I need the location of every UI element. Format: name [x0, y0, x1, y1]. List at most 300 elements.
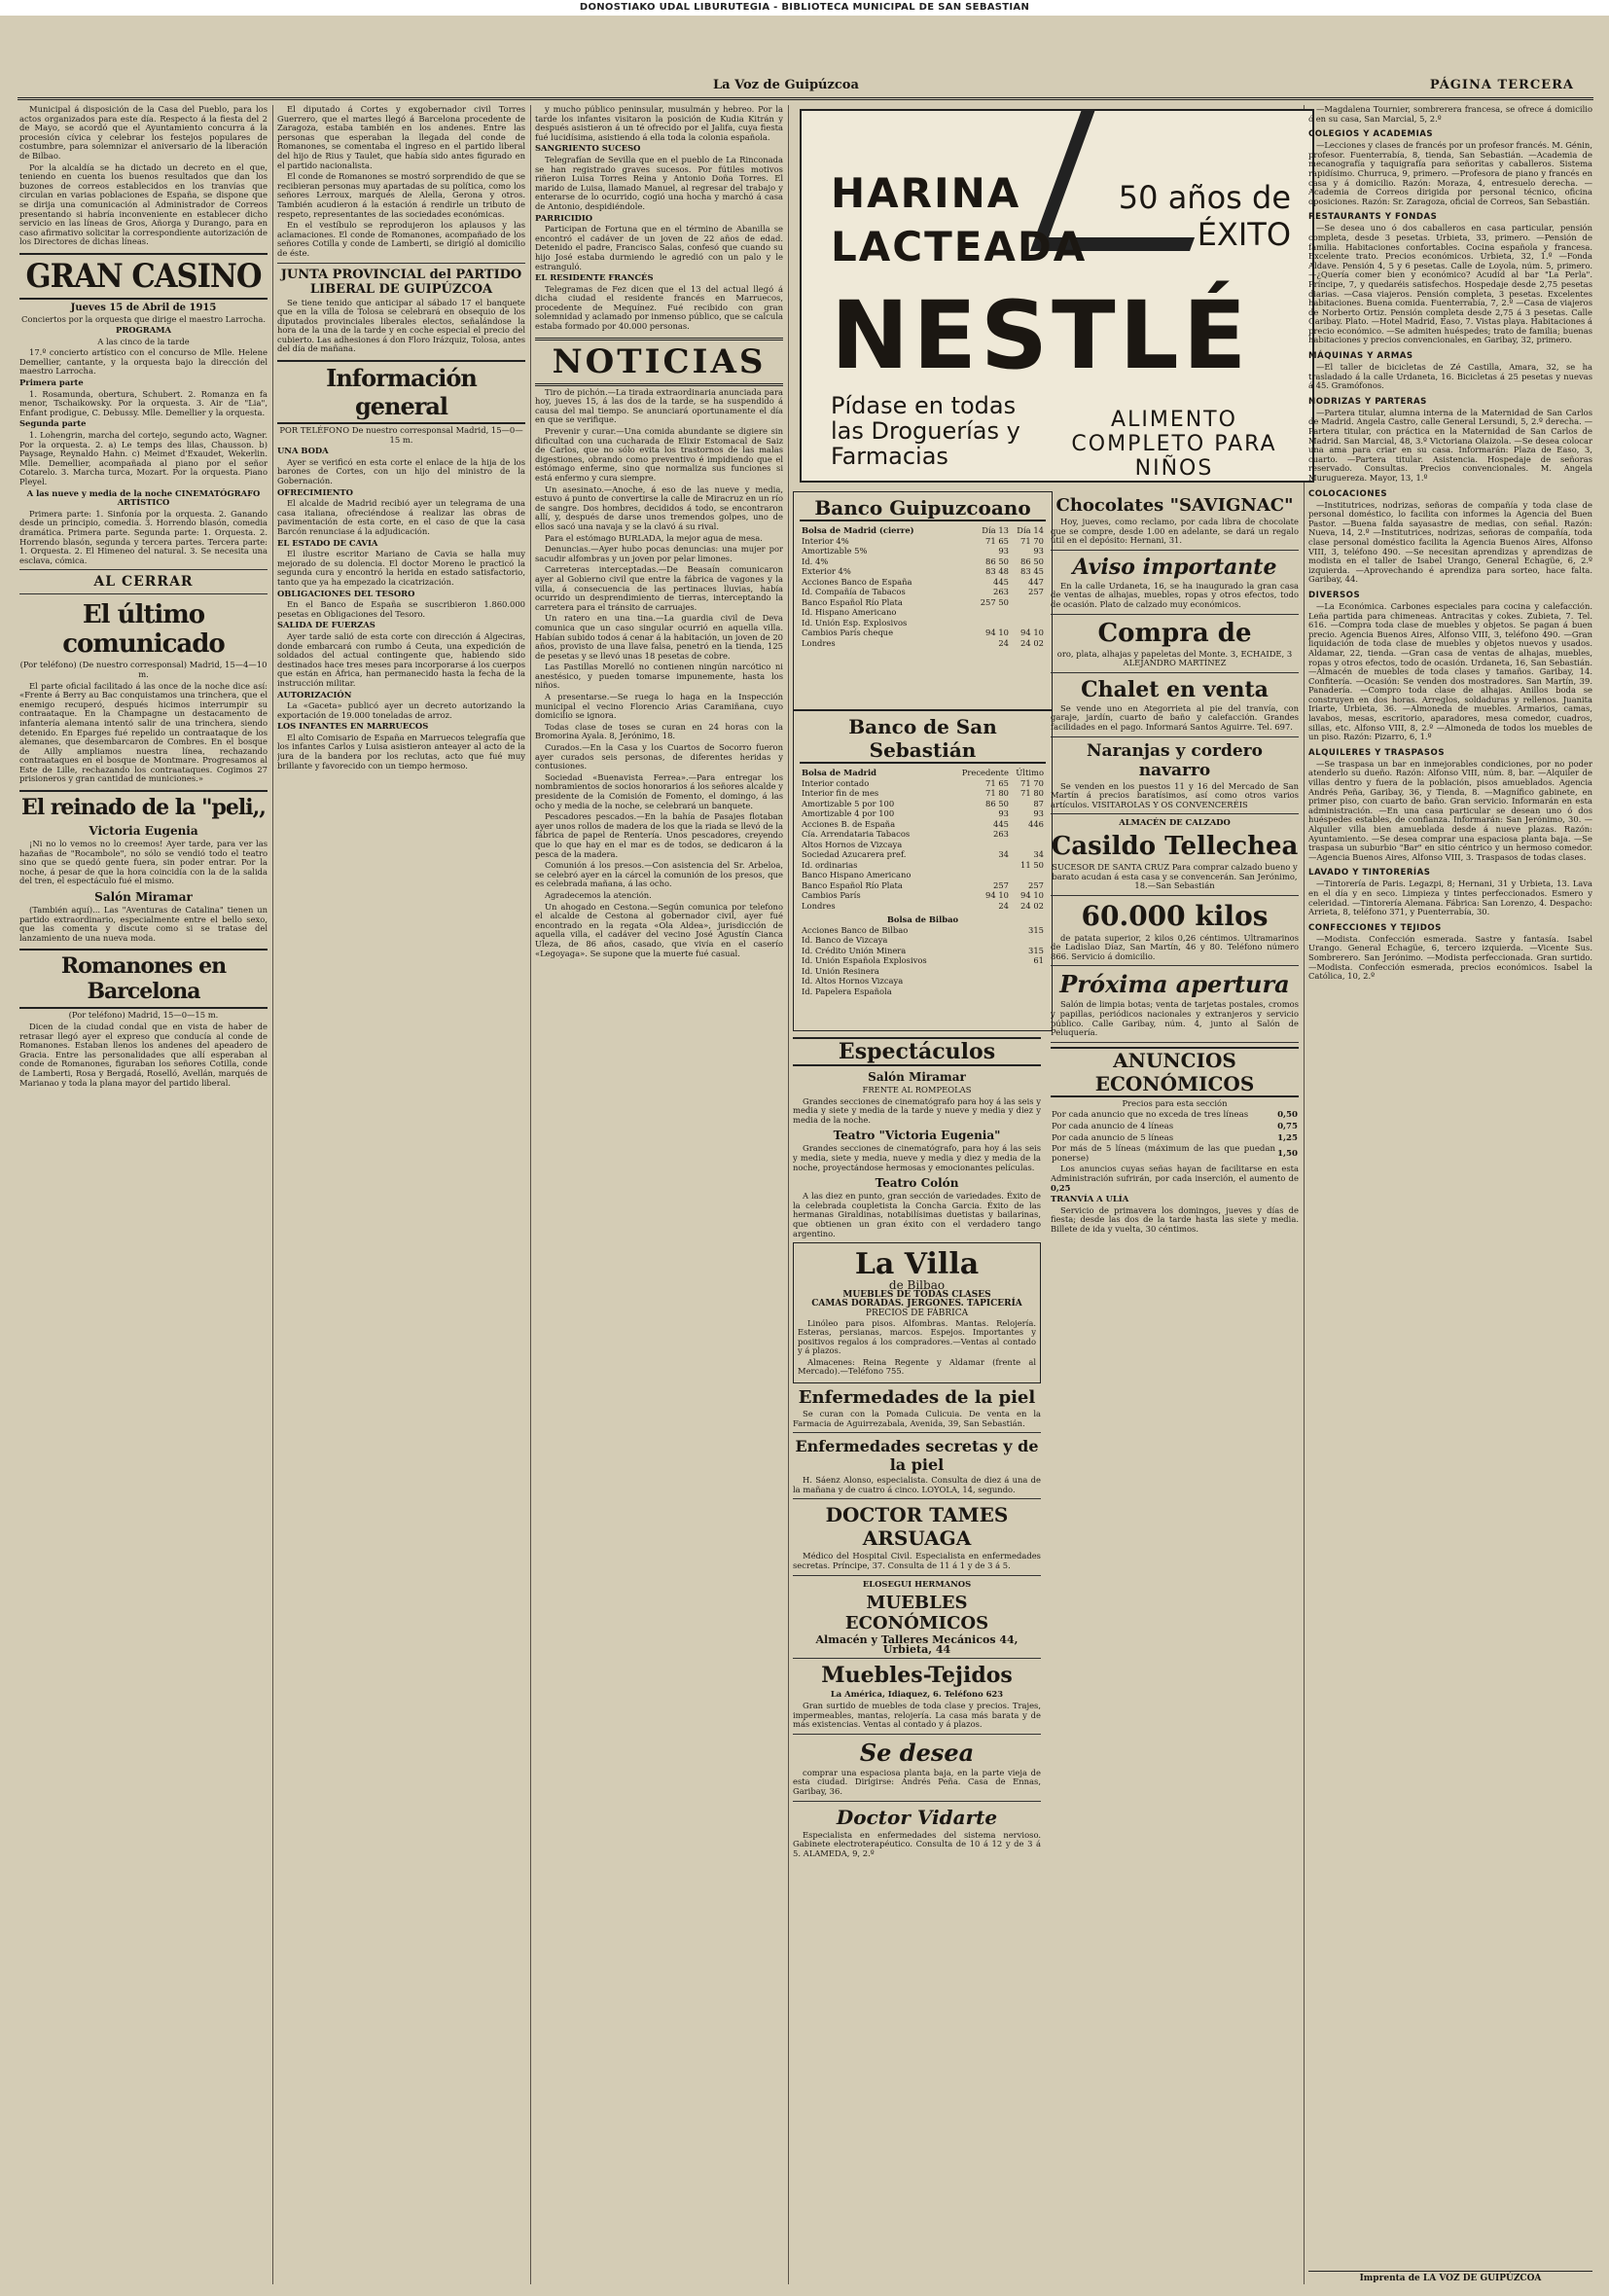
ad-tagline: Pídase en todas las Droguerías y Farmacias	[831, 392, 1020, 470]
row-value: 24	[998, 900, 1009, 911]
venue-title: Teatro "Victoria Eugenia"	[833, 1129, 1001, 1143]
price-value: 1,25	[1277, 1132, 1298, 1143]
row-value	[1011, 976, 1046, 987]
price-row	[1051, 1144, 1299, 1165]
stock-row	[800, 860, 1046, 871]
article-text: (También aquí)... Las "Aventuras de Catalina" tienen un partido extraordinario, especialmente entre el bello sexo, que las comenta y discute como si se tratase del lanzamiento de una nueva moda.	[19, 905, 268, 943]
row-label: Id. Unión Resinera	[802, 965, 879, 976]
news-item: Sociedad «Buenavista Ferrea».—Para entregar los nombramientos de socios honorarios á los señores alcalde y presidente de la Comisión de Fomento, el domingo, á las ocho y media de la noche, se celebrará un banquete.	[535, 771, 783, 810]
stock-row	[800, 890, 1046, 901]
printer-footer: Imprenta de LA VOZ DE GUIPÚZCOA	[1308, 2271, 1592, 2283]
row-label: Id. Papelera Española	[802, 986, 892, 996]
row-label: Id. Altos Hornos Vizcaya	[802, 976, 904, 986]
price-row	[1051, 1122, 1299, 1133]
classified-heading: CONFECCIONES Y TEJIDOS	[1308, 922, 1442, 933]
article-text: La «Gaceta» publicó ayer un decreto autorizando la exportación de 19.000 toneladas de arroz.	[277, 700, 525, 720]
ad-text: de patata superior, 2 kilos 0,26 céntimos. Ultramarinos de Ladislao Díaz, San Martín, 46 y 80. Teléfono número 866. Servicio á domicilio.	[1051, 932, 1299, 961]
classified-text: —Institutrices, nodrizas, señoras de compañía y toda clase de personal doméstico, lo facilita con informes la Agencia del Buen Pastor. —Buena falda sayasastre de medias, con señal. Razón: Nueva, 14, 2.º —Institutrices, nodrizas, señoras de compañía, toda clase personal doméstico facilita la Agencia Buenos Aires, Alfonso VIII, 3, teléfono 490. —Se necesitan aprendizas y aprendizas de modista en el taller de Isabel Urango, General Echagüe, 6, 2.º izquierda. —Aprovechando é aprendiza para sorteo, hace falta. Garibay, 44.	[1308, 499, 1592, 585]
article-text: Ayer se verificó en esta corte el enlace de la hija de los barones de Cortes, con un hijo del ministro de la Gobernación.	[277, 456, 525, 486]
stock-row	[800, 597, 1046, 608]
venue-subtitle: FRENTE AL ROMPEOLAS	[862, 1085, 972, 1094]
article-text: El conde de Romanones se mostró sorprendido de que se recibieran personas muy apartadas de su política, como los señores Lerroux, marqués de Alella, Gerona y otros. También acudieron á la estación á rendirle un tributo de respeto, representantes de las sociedades económicas.	[277, 171, 525, 219]
casino-headline: GRAN CASINO	[19, 253, 268, 300]
divider	[793, 1575, 1041, 1576]
column-2	[277, 105, 525, 2284]
ad-text: Hoy, jueves, como reclamo, por cada libra de chocolate que se compre, desde 1.00 en adelante, se dará un regalo útil en el depósito: Hernani, 31.	[1051, 517, 1299, 546]
ad-subtitle: de Bilbao	[888, 1278, 946, 1293]
row-value: 71 70	[1020, 777, 1044, 788]
ad-text: En la calle Urdaneta, 16, se ha inaugurado la gran casa de ventas de alhajas, muebles, ropas y otros efectos, todo de ocasión. Plato de calzado muy económicos.	[1051, 580, 1299, 609]
article-text: El parte oficial facilitado á las once de la noche dice así: «Frente á Berry au Bac conquistamos una trinchera, que el enemigo recuperó, después hicimos interrumpir su contraataque. En la Champagne un destacamento de infantería alemana intentó salir de una trinchera, siendo detenido. En Eparges fué repelido un contraataque de los alemanes, que desembarcaron de Combres. En el bosque de Ailly ampliamos nuestra línea, rechazando contraataques en el bosque de Montmare. Progresamos al Este de Lille, rechazando los contraataques. Cogimos 27 prisioneros y gran cantidad de municiones.»	[19, 680, 268, 784]
news-item: Todas clase de toses se curan en 24 horas con la Bromorina Ayala. 8, Jerónimo, 18.	[535, 721, 783, 741]
news-kicker: PARRICIDIO	[535, 212, 593, 223]
dateline: (Por teléfono) Madrid, 15—0—15 m.	[68, 1010, 219, 1021]
row-value	[960, 966, 1011, 977]
row-value	[1011, 840, 1046, 850]
ad-subtitle: La América, Idiaquez, 6. Teléfono 623	[830, 1689, 1004, 1700]
section-headline: ANUNCIOS ECONÓMICOS	[1051, 1047, 1299, 1097]
classified-text: —El taller de bicicletas de Zé Castilla, Amara, 32, se ha trasladado á la calle Urdaneta, 16. Bicicletas á 25 pesetas y nuevas á 45. Gramófonos.	[1308, 362, 1592, 391]
news-item: Un asesinato.—Anoche, á eso de las nueve y media, estuvo á punto de convertirse la calle de Miracruz en un río de sangre. Dos hombres, decididos á todo, se encontraron allí, y, después de darse unos tremendos golpes, uno de ellos sacó una navaja y se la clavó á su rival.	[535, 484, 783, 531]
table-header: Bolsa de Bilbao	[886, 915, 959, 924]
divider	[793, 1432, 1041, 1433]
news-kicker: OFRECIMIENTO	[277, 486, 353, 497]
classified-heading: COLEGIOS Y ACADEMIAS	[1308, 129, 1434, 140]
divider	[277, 263, 525, 264]
stock-row	[800, 955, 1046, 966]
stock-row	[800, 778, 1046, 789]
row-value	[1011, 935, 1046, 946]
classified-text: —Se traspasa un bar en inmejorables condiciones, por no poder atenderlo su dueño. Razón: Alfonso VIII, núm. 8, bar. —Alquiler de villas dentro y fuera de la población, pisos amueblados. Agencia Andrés Peña, Garibay, 36, y Tienda, 8. —Magnífico gabinete, en primer piso, con cuarto de baño. Gran servicio. Informarán en esta administración. —En una casa particular se desean uno ó dos huéspedes estables, de confianza. Informarán: San Jerónimo, 30. —Alquiler villa bien amueblada desde á nueve plazas. Razón: Ayuntamiento. —Se desea comprar una espaciosa planta baja. —Se traspasa un suburbio "Bar" en sitio céntrico y un hermoso comedor. —Agencia Buenos Aires, Alfonso VIII, 3. Traspasos de todas clases.	[1308, 758, 1592, 862]
price-note-text: Los anuncios cuyas señas hayan de facilitarse en esta Administración sufrirán, por cada inserción, el aumento de	[1051, 1164, 1299, 1183]
price-value: 1,50	[1277, 1149, 1298, 1160]
classified-text: —Partera titular, alumna interna de la Maternidad de San Carlos de Madrid. Angela Castro, calle General Lersundi, 5, 2.º derecha. —Partera titular, con práctica en la Maternidad de San Carlos de Madrid. San Marcial, 48, 3.º Victoriana Olaizola. —Se desea colocar una ama para criar en su casa. Informarán: Plaza de Easo, 3, cuarto. —Partera titular. Asistencia. Hospedaje de señoras reservado. Consultas. Precios convencionales. M. Angela Muruguereza. Mayor, 13, 1.º	[1308, 407, 1592, 483]
divider	[1051, 672, 1299, 673]
article-text: El ilustre escritor Mariano de Cavia se halla muy mejorado de su dolencia. El doctor Moreno le practicó la segunda cura y encontró la herida en estado satisfactorio, tanto que ya ha empezado la cicatrización.	[277, 549, 525, 587]
ad-title: Casildo Tellechea	[1051, 831, 1299, 861]
stock-row	[800, 819, 1046, 830]
bank-title: Banco de San Sebastián	[800, 715, 1046, 764]
row-value: 71 65	[985, 777, 1009, 788]
classified-text: —Se desea uno ó dos caballeros en casa particular, pensión completa, desde 3 pesetas. Urbieta, 33, primero. —Pensión de familia. Habitaciones confortables. Cocina española y francesa. Excelente trato. Precios económicos. Urbieta, 32, 1.º —Fonda Aldave. Pensión 4, 5 y 6 pesetas. Calle de Loyola, núm. 5, primero. —¿Quería comer bien y económico? Acudid al bar "La Perla". Príncipe, 7, y quedaréis satisfechos. Hospedaje desde 2,75 pesetas diarias. —Casa viajeros. Pensión completa, 3 pesetas. Excelentes habitaciones. Buena comida. Fuenterrabía, 7, 2.º —Casa de viajeros de Norberto Ortiz. Pensión completa desde 2,75 á 3 pesetas. Calle Garibay. Plato. —Hotel Madrid, Easo, 7. Vistas playa. Habitaciones á precio económico. —Se admiten huéspedes; trato de familia; buenas habitaciones y precios convencionales, en Garibay, 32, primero.	[1308, 223, 1592, 345]
row-value	[960, 925, 1011, 936]
subheadline: Victoria Eugenia	[89, 824, 198, 839]
row-value	[1011, 597, 1046, 608]
price-note-value: 0,25	[1051, 1182, 1071, 1193]
news-item: A presentarse.—Se ruega lo haga en la Inspección municipal el vecino Florencio Arias Caramiñana, cuyo domicilio se ignora.	[535, 692, 783, 721]
stock-row	[800, 638, 1046, 649]
ad-title: Chocolates "SAVIGNAC"	[1055, 495, 1294, 516]
row-value: 34	[1033, 849, 1044, 859]
news-item: Comunión á los presos.—Con asistencia del Sr. Arbeloa, se celebró ayer en la cárcel la comunión de los presos, que es celebrada mañana, á las ocho.	[535, 860, 783, 889]
table-header: Día 13	[982, 525, 1009, 535]
stock-table	[800, 525, 1046, 648]
row-value: 87	[1033, 798, 1044, 808]
ad-title: Enfermedades secretas y de la piel	[795, 1437, 1039, 1475]
ad-text: Salón de limpia botas; venta de tarjetas postales, cromos y papillas, periódicos nacionales y extranjeros y servicio público. Calle Garibay, núm. 4, junto al Salón de Peluquería.	[1051, 999, 1299, 1038]
news-item: Para el estómago BURLADA, la mejor agua de mesa.	[545, 532, 763, 543]
news-kicker: EL RESIDENTE FRANCÉS	[535, 272, 654, 283]
ad-title: La Villa	[854, 1247, 980, 1282]
row-label: Banco Español Río Plata	[802, 596, 903, 607]
ad-text: Linóleo para pisos. Alfombras. Mantas. Relojería. Esteras, persianas, marcos. Espejos. Importantes y positivos regalos á los compradores.—Ventas al contado y á plazos.	[798, 1317, 1036, 1356]
price-value: 0,50	[1277, 1110, 1298, 1121]
article-text: El diputado á Cortes y exgobernador civil Torres Guerrero, que el martes llegó á Barcelona procedente de Zaragoza, estaba también en los andenes. Entre las personas que esperaban la llegada del conde de Romanones, se comentaba el ingreso en el partido liberal del hijo de Rius y Taulet, que había sido antes figurado en el partido nacionalista.	[277, 105, 525, 170]
row-value: 257	[993, 879, 1009, 890]
classified-heading: COLOCACIONES	[1308, 488, 1388, 499]
row-value: 263	[993, 587, 1009, 596]
price-label: Por cada anuncio de 4 líneas	[1052, 1122, 1174, 1132]
stock-row	[800, 546, 1046, 556]
row-value: 86 50	[985, 798, 1009, 808]
row-value	[1011, 618, 1046, 628]
divider	[1051, 614, 1299, 615]
ad-title: Compra de	[1097, 618, 1252, 648]
price-table	[1051, 1110, 1299, 1165]
ad-pretitle: ALMACÉN DE CALZADO	[1119, 817, 1231, 828]
ad-text: Médico del Hospital Civil. Especialista en enfermedades secretas. Príncipe, 37. Consulta de 11 á 1 y de 3 á 5.	[793, 1551, 1041, 1571]
venue-title: Salón Miramar	[868, 1070, 966, 1084]
article-text: Se tiene tenido que anticipar al sábado 17 el banquete que en la villa de Tolosa se celebrará en obsequio de los diputados provinciales liberales electos, señalándose la hora de la una de la tarde y en coche especial el precio del cubierto. Las adhesiones á don Floro Irázquiz, Tolosa, antes del día de mañana.	[277, 297, 525, 354]
news-kicker: OBLIGACIONES DEL TESORO	[277, 588, 415, 598]
row-value	[960, 870, 1011, 880]
ad-slogan: ALIMENTO COMPLETO PARA NIÑOS	[1071, 408, 1277, 481]
news-item: Prevenir y curar.—Una comida abundante se digiere sin dificultad con una cucharada de Elixir Estomacal de Saiz de Carlos, que no sólo evita los trastornos de las malas digestiones, obrando como preventivo é impidiendo que el estómago enferme, sino que normaliza sus funciones si está enfermo y cura siempre.	[535, 426, 783, 483]
stock-row	[800, 849, 1046, 860]
row-value: 71 80	[1020, 788, 1044, 798]
program-time: A las cinco de la tarde	[97, 336, 190, 346]
ad-line: MUEBLES DE TODAS CLASES	[842, 1289, 991, 1300]
row-value	[960, 860, 1011, 871]
news-item: Carreteras interceptadas.—De Beasaín comunicaron ayer al Gobierno civil que entre la fábrica de vagones y la villa, á consecuencia de las pertinaces lluvias, había ocurrido un desprendimiento de tierras, interceptando la carretera para el tránsito de carruajes.	[535, 564, 783, 612]
row-value: 83 45	[1020, 566, 1044, 576]
bank-sansebastian-box	[793, 710, 1053, 1031]
news-item: Las Pastillas Morelló no contienen ningún narcótico ni anestésico, y pueden tomarse impunemente, hasta los niños.	[535, 662, 783, 691]
classified-heading: NODRIZAS Y PARTERAS	[1308, 396, 1427, 407]
casino-date: Jueves 15 de Abril de 1915	[70, 302, 217, 313]
row-label: Amortizable 5%	[802, 546, 868, 556]
stock-row	[800, 840, 1046, 850]
row-label: Acciones Banco de España	[802, 576, 912, 587]
row-value	[976, 618, 1011, 628]
article-text: En el vestíbulo se reprodujeron los aplausos y las aclamaciones. El conde de Romanones, acompañado de los señores Cotilla y conde de Lamberti, se dirigió al domicilio de éste.	[277, 220, 525, 258]
row-value	[1011, 987, 1046, 997]
classified-text: —Lecciones y clases de francés por un profesor francés. M. Génin, profesor. Fuenterrabía, 8, tienda, San Sebastián. —Academia de mecanografía y taquigrafía para señoritas y caballeros. Sistema rapidísimo. Churruca, 9, primero. —Profesora de piano y francés en casa y á domicilio. Razón: Moraza, 4, entresuelo derecha. —Academia de Correos dirigida por personal técnico, oficina oposiciones. Razón: Sr. Zaragoza, oficial de Correos, San Sebastián.	[1308, 140, 1592, 206]
article-text: Participan de Fortuna que en el término de Abanilla se encontró el cadáver de un joven de 22 años de edad. Detenido el padre, Francisco Salas, confesó que cuando su hijo José estaba durmiendo le agredió con un palo y le estranguló.	[535, 224, 783, 271]
stock-row	[800, 976, 1046, 987]
row-label: Id. 4%	[802, 556, 829, 566]
venue-text: Grandes secciones de cinematógrafo, para hoy á las seis y media, siete y media, nueve y media y diez y media de la noche, proyectándose hermosas y emocionantes películas.	[793, 1143, 1041, 1172]
row-value: 24 02	[1020, 900, 1044, 911]
news-kicker: AUTORIZACIÓN	[277, 689, 352, 700]
page-header	[18, 76, 1593, 100]
row-label: Banco Hispano Americano	[802, 870, 912, 879]
article-text: El alcalde de Madrid recibió ayer un telegrama de una casa italiana, ofreciéndose á realizar las obras de pavimentación de esta corte, en el caso de que la casa Barcón renunciase á la adjudicación.	[277, 498, 525, 536]
column-4	[793, 1031, 1041, 2286]
classified-heading: DIVERSOS	[1308, 590, 1361, 600]
news-kicker: SALIDA DE FUERZAS	[277, 620, 375, 630]
column-1	[19, 105, 268, 2284]
program-label: PROGRAMA	[116, 325, 171, 336]
row-label: Cía. Arrendataria Tabacos	[802, 829, 911, 839]
divider	[19, 593, 268, 594]
ad-text: Se venden en los puestos 11 y 16 del Mercado de San Martín á precios baratísimos, así como otros varios artículos. VISITAROLAS Y OS CONVENCERÉIS	[1051, 780, 1299, 809]
ad-text: Gran surtido de muebles de toda clase y precios. Trajes, impermeables, mantas, relojería. La casa más barata y de más existencias. Ventas al contado y á plazos.	[793, 1701, 1041, 1730]
cinema-label: A las nueve y media de la noche CINEMATÓGRAFO ARTÍSTICO	[26, 487, 261, 508]
ad-text: Especialista en enfermedades del sistema nervioso. Gabinete electroterapéutico. Consulta de 10 á 12 y de 3 á 5. ALAMEDA, 9, 2.º	[793, 1829, 1041, 1858]
ad-text: SUCESOR DE SANTA CRUZ Para comprar calzado bueno y barato acudan á esta casa y se convencerán. San Jerónimo, 18.—San Sebastián	[1052, 861, 1298, 891]
ad-line: PRECIOS DE FÁBRICA	[865, 1308, 969, 1318]
row-label: Banco Español Río Plata	[802, 879, 903, 890]
classified-heading: ALQUILERES Y TRASPASOS	[1308, 747, 1446, 758]
row-value	[960, 955, 1011, 966]
news-kicker: LOS INFANTES EN MARRUECOS	[277, 721, 429, 732]
row-value: 61	[1033, 955, 1044, 965]
bank-guipuzcoano-box	[793, 491, 1053, 710]
row-label: Londres	[802, 900, 836, 911]
row-value	[960, 987, 1011, 997]
newspaper-title: La Voz de Guipúzcoa	[713, 78, 859, 92]
price-label: Por cada anuncio de 5 líneas	[1052, 1132, 1174, 1143]
row-value: 315	[1028, 924, 1044, 935]
classified-text: —Tintorería de Paris. Legazpi, 8; Hernani, 31 y Urbieta, 13. Lava en el día y en seco. Limpieza y tintes perfeccionados. Esmero y celeridad. —Tintorería Alemana. Fábrica: San Lorenzo, 4. Despacho: Arrieta, 8, teléfono 371, y Puenterrabía, 30.	[1308, 879, 1592, 917]
table-header: Bolsa de Madrid	[802, 768, 877, 777]
row-value: 315	[1028, 945, 1044, 955]
stock-row	[800, 870, 1046, 880]
row-value: 263	[993, 829, 1009, 839]
row-label: Id. Unión Esp. Explosivos	[802, 617, 908, 628]
page-number-label: PÁGINA TERCERA	[1429, 78, 1574, 92]
price-label: Por más de 5 líneas (máximum de las que puedan ponerse)	[1052, 1144, 1276, 1164]
row-value: 71 65	[985, 535, 1009, 546]
row-value: 93	[998, 546, 1009, 556]
stock-row	[800, 925, 1046, 936]
program-items: 1. Lohengrin, marcha del cortejo, segundo acto, Wagner. Por la orquesta. 2. a) Le temps des lilas, Chausson. b) Paysage, Reynaldo Hahn. c) Meimet d'Exaudet, Wekerlin. Mlle. Demellier, acompañada al piano por el señor Cotarelo. 3. Marcha turca, Mozart. Por la orquesta. Piano Pleyel.	[19, 430, 268, 486]
row-value: 34	[998, 849, 1009, 859]
headline: Información general	[277, 360, 525, 424]
news-item: Curados.—En la Casa y los Cuartos de Socorro fueron ayer curados seis personas, de diferentes heridas y contusiones.	[535, 742, 783, 771]
ad-title: Enfermedades de la piel	[798, 1387, 1036, 1409]
row-label: Cambios París cheque	[802, 628, 894, 637]
ad-text: comprar una espaciosa planta baja, en la parte vieja de esta ciudad. Dirigirse: Andrés Peña. Casa de Ennas, Garibay, 36.	[793, 1767, 1041, 1796]
ad-title: Muebles-Tejidos	[821, 1663, 1013, 1689]
column-divider	[530, 105, 531, 2284]
article-text: Telegramas de Fez dicen que el 13 del actual llegó á dicha ciudad el residente francés en Marruecos, procedente de Mequínez. Fué recibido con gran solemnidad y aclamado por inmenso público, que se calcula estaba formado por 40.000 personas.	[535, 283, 783, 332]
row-label: Id. Crédito Unión Minera	[802, 945, 907, 955]
divider	[793, 1498, 1041, 1499]
row-value: 71 80	[985, 788, 1009, 798]
ad-title: DOCTOR TAMES ARSUAGA	[825, 1503, 1009, 1551]
news-item: Denuncias.—Ayer hubo pocas denuncias: una mujer por sacudir alfombras y un joven por pelar limones.	[535, 544, 783, 563]
divider	[793, 1734, 1041, 1735]
row-label: Cambios París	[802, 890, 861, 900]
divider	[1051, 965, 1299, 966]
row-value: 94 10	[1020, 628, 1044, 637]
row-label: Exterior 4%	[802, 566, 851, 576]
classified-heading: MÁQUINAS Y ARMAS	[1308, 351, 1413, 362]
section-headline: JUNTA PROVINCIAL del PARTIDO LIBERAL DE GUIPÚZCOA	[280, 267, 522, 297]
article-text: Dicen de la ciudad condal que en vista de haber de retrasar llegó ayer el expreso que conducía al conde de Romanones. Estaban llenos los andenes del apeadero de Gracia. Entre las personalidades que allí esperaban al conde de Romanones, figuraban los señores Cotilla, conde de Lamberti, Rosa y Bergadá, Roselló, Avellán, marqués de Marianao y toda la plana mayor del partido liberal.	[19, 1022, 268, 1088]
stock-row	[800, 536, 1046, 547]
column-divider	[272, 105, 273, 2284]
ad-text: Almacén y Talleres Mecánicos 44, Urbieta, 44	[815, 1633, 1019, 1656]
row-value: 93	[998, 808, 1009, 818]
table-header: Bolsa de Madrid (cierre)	[802, 525, 914, 535]
ad-line: CAMAS DORADAS. JERGONES. TAPICERÍA	[811, 1299, 1022, 1309]
row-value: 86 50	[1020, 556, 1044, 566]
row-value	[1011, 966, 1046, 977]
row-label: Id. Banco de Vizcaya	[802, 935, 888, 945]
price-label: Por cada anuncio que no exceda de tres líneas	[1052, 1110, 1249, 1121]
stock-row	[800, 587, 1046, 597]
classified-text: —Magdalena Tournier, sombrerera francesa, se ofrece á domicilio ó en su casa, San Marcial, 5, 2.º	[1308, 105, 1592, 124]
article-text: Servicio de primavera los domingos, jueves y días de fiesta; desde las dos de la tarde hasta las siete y media. Billete de ida y vuelta, 30 céntimos.	[1051, 1204, 1299, 1234]
ad-title: Naranjas y cordero navarro	[1087, 740, 1263, 780]
stock-row	[800, 808, 1046, 819]
divider	[793, 1658, 1041, 1659]
ad-text: Se vende uno en Ategorrieta al pie del tranvía, con garaje, jardín, cuarto de baño y calefacción. Grandes facilidades en el pago. Informará Santos Aguirre. Tel. 697.	[1051, 702, 1299, 732]
row-label: Altos Hornos de Vizcaya	[802, 839, 903, 849]
ad-title: 60.000 kilos	[1081, 899, 1269, 932]
divider	[1051, 736, 1299, 737]
article-text: Por la alcaldía se ha dictado un decreto en el que, teniendo en cuenta los buenos resultados que dan los buzones de correos establecidos en los tranvías que circulan en varias poblaciones de España, se dispone que se dirija una comunicación al Administrador de Correos presentando si habría inconveniente en establecer dicho servicio en las líneas de Gros, Añorga y Durango, para en caso afirmativo solicitar la correspondiente autorización de los Directores de dichas líneas.	[19, 161, 268, 247]
row-value	[960, 840, 1011, 850]
row-value	[960, 935, 1011, 946]
classified-text: —La Económica. Carbones especiales para cocina y calefacción. Leña partida para chimeneas. Antracitas y cokes. Zubieta, 7. Tel. 616. —Compra toda clase de muebles y objetos. Se pagan á buen precio. Agencia Buenos Aires, Alfonso VIII, 3, teléfono 490. —Gran liquidación de toda clase de muebles y objetos nuevos y usados. Aldamar, 22, tienda. —Gran casa de ventas de alhajas, muebles, ropas y otros efectos, todo de ocasión. Urdaneta, 16, San Sebastián. —Almacén de muebles de toda clases y tamaños. Garibay, 14. Confitería. —Ocasión: Se venden dos mostradores. San Martín, 39. Panadería. —Compro toda clase de alhajas. Anillos boda se construyen en dos horas. Arreglos, soldaduras y rellenos. Juanita Iriarte, Urbieta, 36. —Almoneda de muebles. Armarios, camas, lavabos, mesas, escritorio, aparadores, mesa comedor, cuadros, sillas, etc. Alfonso VIII, 8, 2.º —Almoneda de todos los muebles de un piso. Razón: Pizarro, 6, 1.º	[1308, 600, 1592, 742]
row-value: 447	[1028, 576, 1044, 587]
row-value	[1011, 829, 1046, 840]
row-value	[960, 946, 1011, 956]
row-value: 71 70	[1020, 535, 1044, 546]
ad-years: 50 años de ÉXITO	[1118, 179, 1291, 253]
stock-row	[800, 628, 1046, 638]
column-6-classifieds	[1308, 105, 1592, 2284]
stock-row	[800, 577, 1046, 588]
subheadline: Salón Miramar	[94, 890, 193, 905]
ad-brand: NESTLÉ	[831, 281, 1251, 390]
column-5	[1051, 491, 1299, 2286]
row-value: 445	[993, 818, 1009, 829]
dateline: (Por teléfono) (De nuestro corresponsal) Madrid, 15—4—10 m.	[19, 660, 268, 679]
ad-title: Se desea	[859, 1738, 975, 1767]
news-kicker: TRANVÍA A ULÍA	[1051, 1194, 1129, 1204]
row-value: 24 02	[1020, 637, 1044, 648]
row-value	[976, 607, 1011, 618]
classified-heading: RESTAURANTS Y FONDAS	[1308, 212, 1438, 223]
ad-title: Aviso importante	[1072, 554, 1277, 580]
column-divider	[788, 105, 789, 2284]
ad-title: MUEBLES ECONÓMICOS	[844, 1593, 989, 1634]
villa-ad	[793, 1242, 1041, 1383]
ad-text: Se curan con la Pomada Culicuia. De venta en la Farmacia de Aguirrezabala, Avenida, 39, San Sebastián.	[793, 1409, 1041, 1428]
news-item: Un ratero en una tina.—La guardia civil de Deva comunica que un caso singular ocurrió en aquella villa. Habían subido todos á cenar á la habitación, un joven de 20 años, provisto de una llave falsa, penetró en la tienda, 125 de pesetas y se llevó unas 18 pesetas de cobre.	[535, 613, 783, 661]
row-label: Interior contado	[802, 777, 870, 788]
stock-row	[800, 788, 1046, 799]
venue-text: Grandes secciones de cinematógrafo para hoy á las seis y media y siete y media de la tarde y nueve y media y diez y media de la noche.	[793, 1095, 1041, 1125]
stock-row	[800, 966, 1046, 977]
article-text: Municipal á disposición de la Casa del Pueblo, para los actos organizados para este día. Respecto á la fiesta del 2 de Mayo, se acordó que el Ayuntamiento concurra á la procesión cívica y celebrar los festejos populares de costumbre, para solemnizar el aniversario de la liberación de Bilbao.	[19, 105, 268, 161]
stock-row	[800, 987, 1046, 997]
row-label: Interior fin de mes	[802, 788, 879, 798]
ad-title: Próxima apertura	[1059, 970, 1290, 999]
news-kicker: EL ESTADO DE CAVIA	[277, 537, 378, 548]
row-value: 93	[1033, 808, 1044, 818]
ad-pretitle: ELOSEGUI HERMANOS	[862, 1578, 972, 1589]
row-label: Acciones B. de España	[802, 818, 896, 829]
row-value: 94 10	[985, 890, 1009, 900]
row-label: Sociedad Azucarera pref.	[802, 849, 907, 859]
stock-row	[800, 901, 1046, 912]
ad-title: Chalet en venta	[1081, 676, 1269, 702]
stock-row	[800, 618, 1046, 628]
section-label: AL CERRAR	[93, 574, 194, 591]
row-label: Amortizable 5 por 100	[802, 798, 895, 808]
stock-row	[800, 566, 1046, 577]
stock-row	[800, 880, 1046, 891]
article-text: ¡Ni no lo vemos no lo creemos! Ayer tarde, para ver las hazañas de "Rocambole", no sólo se vendió todo el teatro sino que se quedó gente fuera, sin poder entrar. Por la noche, á pesar de que la hora coincidía con la de la salida del tren, el espectáculo fué el mismo.	[19, 839, 268, 886]
headline: El último comunicado	[62, 600, 225, 660]
row-label: Id. Hispano Americano	[802, 607, 897, 617]
stock-row	[800, 556, 1046, 567]
divider	[1051, 1042, 1299, 1043]
row-value: 94 10	[985, 628, 1009, 637]
row-label: Acciones Banco de Bilbao	[802, 924, 909, 935]
news-item: Tiro de pichón.—La tirada extraordinaria anunciada para hoy, jueves 15, á las dos de la tarde, se ha suspendido á causa del mal tiempo. Se anunciará oportunamente el día en que se verifique.	[535, 386, 783, 425]
stock-row	[800, 935, 1046, 946]
library-banner: DONOSTIAKO UDAL LIBURUTEGIA - BIBLIOTECA MUNICIPAL DE SAN SEBASTIAN	[0, 0, 1609, 16]
divider	[1051, 813, 1299, 814]
price-row	[1051, 1110, 1299, 1122]
row-value: 93	[1033, 546, 1044, 556]
news-item: Un ahogado en Cestona.—Según comunica por telefono el alcalde de Cestona al gobernador civil, ayer fué encontrado en la regata «Ola Aldea», jurisdicción de aquella villa, el cadáver del vecino José Agustín Cianca Uleza, de 86 años, casado, que vivía en el caserío «Legoyaga». Se supone que la muerte fué casual.	[535, 901, 783, 958]
stock-row	[800, 829, 1046, 840]
classified-text: —Modista. Confección esmerada. Sastre y fantasía. Isabel Urango. General Echagüe, 6, tercero izquierda. —Vicente Sus. Sombrerero. San Jerónimo. —Modista perfeccionada. Gran surtido. —Modista. Confección esmerada, precios económicos. Isabel la Católica, 10, 2.º	[1308, 933, 1592, 982]
price-header: Precios para esta sección	[1122, 1097, 1228, 1108]
divider	[793, 1801, 1041, 1802]
row-label: Londres	[802, 637, 836, 648]
row-label: Amortizable 4 por 100	[802, 808, 895, 818]
news-kicker: UNA BODA	[277, 446, 329, 456]
news-item: Agradecemos la atención.	[545, 889, 652, 900]
row-value: 257	[1028, 879, 1044, 890]
divider	[19, 569, 268, 570]
casino-subtitle: Conciertos por la orquesta que dirige el maestro Larrocha.	[21, 313, 266, 324]
headline: Romanones en Barcelona	[19, 949, 268, 1009]
news-item: Pescadores pescados.—En la bahía de Pasajes flotaban ayer unos rollos de madera de los que la riada se llevó de la fábrica de papel de Rentería. Unos pescadores, creyendo que lo que hay en el mar es de todos, se dedicaron á la pesca de la madera.	[535, 811, 783, 859]
program-items: 1. Rosamunda, obertura, Schubert. 2. Romanza en fa menor, Tschaikowsky. Por la orquesta. 3. Air de "Lia", Enfant prodigue, C. Debussy. Mlle. Demellier y la orquesta.	[19, 388, 268, 417]
row-value: 94 10	[1020, 890, 1044, 900]
row-label: Id. ordinarias	[802, 859, 858, 870]
row-value: 83 48	[985, 566, 1009, 576]
dateline: POR TELÉFONO De nuestro corresponsal Madrid, 15—0—15 m.	[279, 425, 523, 445]
table-header: Precedente	[961, 768, 1009, 777]
ad-text: oro, plata, alhajas y papeletas del Monte. 3, ECHAIDE, 3 ALEJANDRO MARTÍNEZ	[1056, 648, 1293, 668]
article-text: Telegrafían de Sevilla que en el pueblo de La Rinconada se han registrado graves sucesos. Por fútiles motivos riñeron Luisa Torres Reina y Antonio Doña Torres. El marido de Luisa, llamado Manuel, al regresar del trabajo y enterarse de lo ocurrido, cogió una hocha y marchó á casa de Antonio, despidiéndole.	[535, 154, 783, 211]
article-text: Ayer tarde salió de esta corte con dirección á Algeciras, donde embarcará con rumbo á Ceuta, una expedición de soldados del actual contingente que, habiendo sido destinados hace tres meses para incorporarse á los cuerpos que están en África, han permanecido hasta la fecha de la instrucción militar.	[277, 630, 525, 688]
classified-heading: LAVADO Y TINTORERÍAS	[1308, 868, 1431, 879]
divider	[1051, 895, 1299, 896]
article-text: En el Banco de España se suscribieron 1.860.000 pesetas en Obligaciones del Tesoro.	[277, 599, 525, 619]
news-kicker: SANGRIENTO SUCESO	[535, 143, 641, 154]
row-label: Id. Unión Española Explosivos	[802, 955, 927, 965]
price-note	[1051, 1165, 1299, 1193]
row-value: 446	[1028, 818, 1044, 829]
row-value: 86 50	[985, 556, 1009, 566]
price-row	[1051, 1133, 1299, 1145]
venue-text: A las diez en punto, gran sección de variedades. Éxito de la celebrada coupletista la Concha Garcia. Éxito de las hermanas Giraldinas, notabilísimas duetistas y bailarinas, que obtienen un gran éxito con el verdadero tango argentino.	[793, 1191, 1041, 1238]
headline: El reinado de la "peli,,	[19, 790, 268, 820]
row-value	[1011, 870, 1046, 880]
